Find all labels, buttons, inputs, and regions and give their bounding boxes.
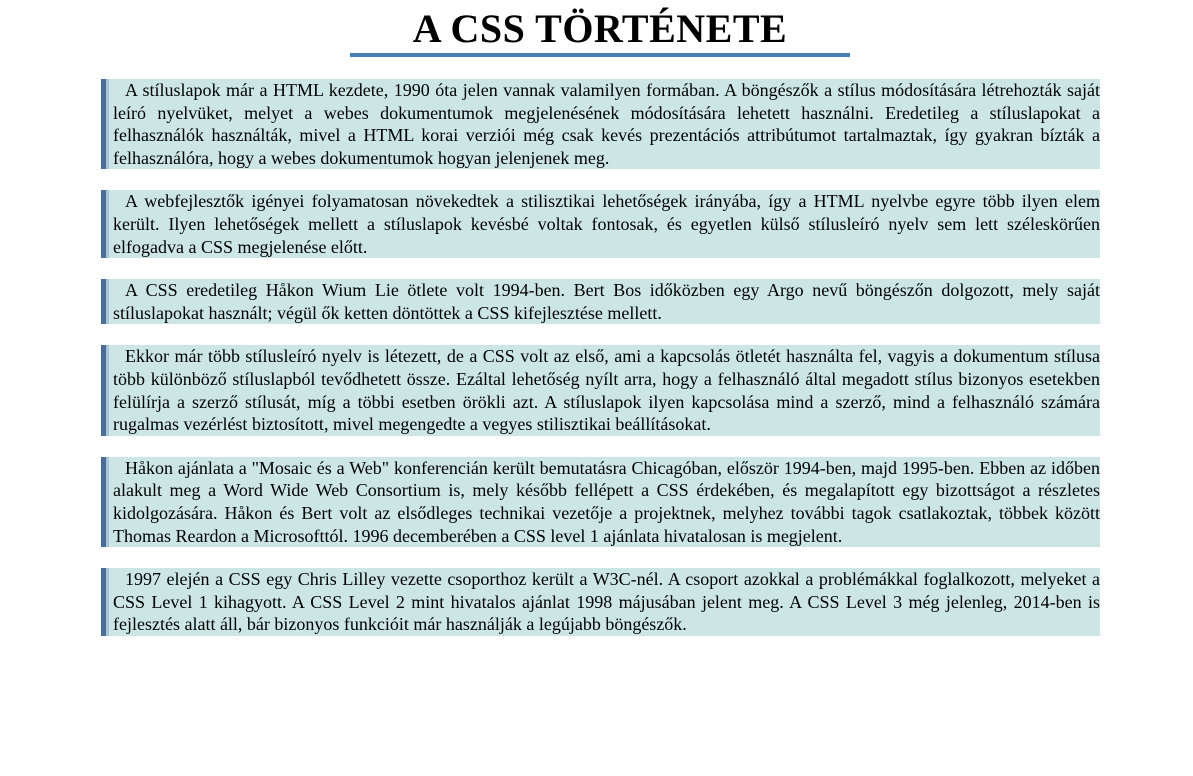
paragraph-4: Ekkor már több stílusleíró nyelv is létezett, de a CSS volt az első, ami a kapcsolás ötletét használta fel, vagyis a dokumentum stílusa több különböző stíluslapból tevődhetett össze. Ezáltal lehetőség nyílt arra, hogy a felhasználó által megadott stílus bizonyos esetekben felülírja a szerző stílusát, míg a többi esetben örökli azt. A stíluslapok ilyen kapcsolása mind a szerző, mind a felhasználó számára rugalmas vezérlést biztosított, mivel megengedte a vegyes stilisztikai beállításokat. — [101, 345, 1100, 435]
title-underline — [350, 53, 850, 57]
page-title: A CSS TÖRTÉNETE — [412, 6, 788, 51]
paragraph-2: A webfejlesztők igényei folyamatosan növekedtek a stilisztikai lehetőségek irányába, így a HTML nyelvbe egyre több ilyen elem került. Ilyen lehetőségek mellett a stíluslapok kevésbé voltak fontosak, és egyetlen külső stílusleíró nyelv sem lett széleskörűen elfogadva a CSS megjelenése előtt. — [101, 190, 1100, 258]
paragraph-5: Håkon ajánlata a "Mosaic és a Web" konferencián került bemutatásra Chicagóban, először 1994-ben, majd 1995-ben. Ebben az időben alakult meg a Word Wide Web Consortium is, mely később fellépett a CSS érdekében, és megalapított egy bizottságot a részletes kidolgozására. Håkon és Bert volt az elsődleges technikai vezetője a projektnek, melyhez további tagok csatlakoztak, többek között Thomas Reardon a Microsofttól. 1996 decemberében a CSS level 1 ajánlata hivatalosan is megjelent. — [101, 457, 1100, 547]
paragraph-6: 1997 elején a CSS egy Chris Lilley vezette csoporthoz került a W3C-nél. A csoport azokkal a problémákkal foglalkozott, melyeket a CSS Level 1 kihagyott. A CSS Level 2 mint hivatalos ajánlat 1998 májusában jelent meg. A CSS Level 3 még jelenleg, 2014-ben is fejlesztés alatt áll, bár bizonyos funkcióit már használják a legújabb böngészők. — [101, 568, 1100, 636]
article-body — [101, 79, 1100, 657]
paragraph-1: A stíluslapok már a HTML kezdete, 1990 óta jelen vannak valamilyen formában. A böngészők a stílus módosítására létrehozták saját leíró nyelvüket, melyet a webes dokumentumok megjelenésének módosítására lehetett használni. Eredetileg a stíluslapokat a felhasználók használták, mivel a HTML korai verziói még csak kevés prezentációs attribútumot tartalmaztak, így gyakran bízták a felhasználóra, hogy a webes dokumentumok hogyan jelenjenek meg. — [101, 79, 1100, 169]
paragraph-3: A CSS eredetileg Håkon Wium Lie ötlete volt 1994-ben. Bert Bos időközben egy Argo nevű böngészőn dolgozott, mely saját stíluslapokat használt; végül ők ketten döntöttek a CSS kifejlesztése mellett. — [101, 279, 1100, 324]
